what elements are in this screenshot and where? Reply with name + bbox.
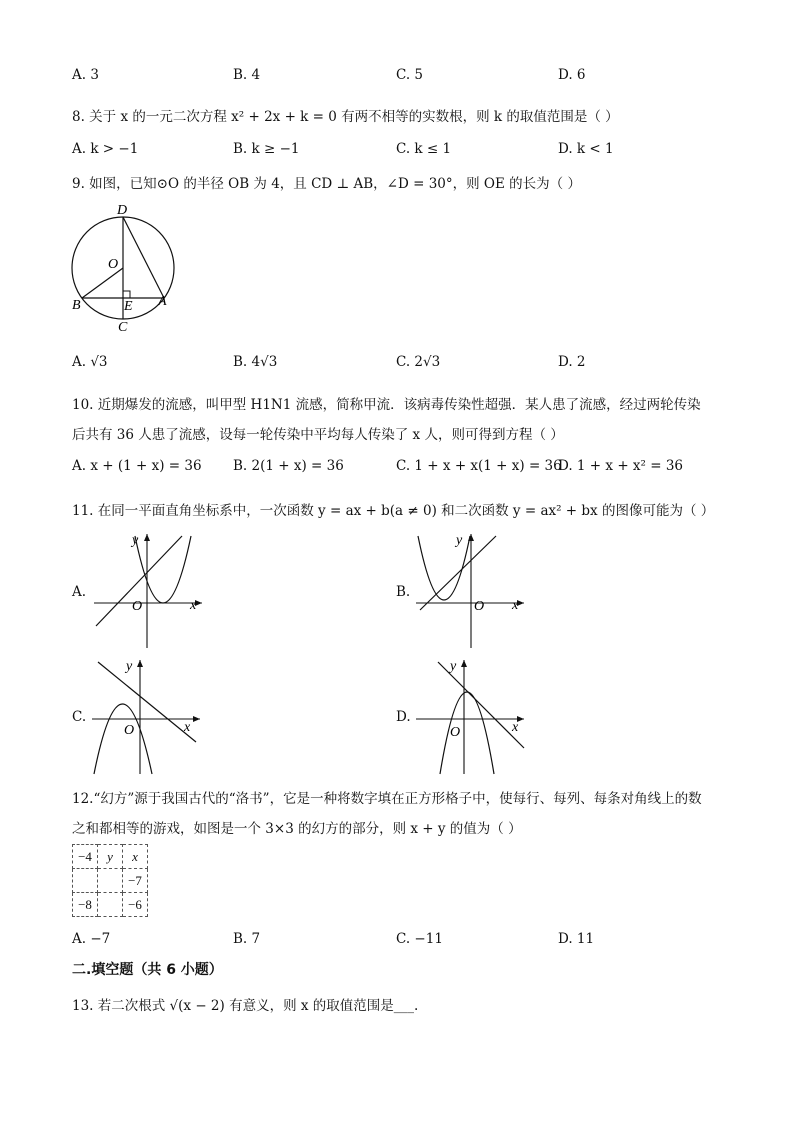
q8-option-d: D. k < 1 <box>558 141 614 157</box>
label-o: O <box>108 257 119 272</box>
svg-text:x: x <box>190 598 197 613</box>
label-d: D <box>117 203 128 218</box>
q11-option-b: B. <box>396 584 411 600</box>
svg-text:x: x <box>184 720 191 735</box>
q12-option-c: C. −11 <box>396 931 443 947</box>
q7-option-a: A. 3 <box>72 67 99 83</box>
q7-option-d: D. 6 <box>558 67 586 83</box>
svg-text:y: y <box>450 659 457 674</box>
q11-graph-d <box>414 656 534 778</box>
q11-stem: 11. 在同一平面直角坐标系中，一次函数 y = ax + b(a ≠ 0) 和二次函数 y = ax² + bx 的图像可能为（ ） <box>72 503 715 519</box>
grid-cell: −4 <box>73 845 98 869</box>
q10-option-a: A. x + (1 + x) = 36 <box>72 458 202 474</box>
grid-cell: x <box>123 845 148 869</box>
svg-text:y: y <box>126 659 133 674</box>
q10-stem-line1: 10. 近期爆发的流感，叫甲型 H1N1 流感，简称甲流．该病毒传染性超强．某人患了流感，经过两轮传染 <box>72 397 701 413</box>
q8-stem: 8. 关于 x 的一元二次方程 x² + 2x + k = 0 有两不相等的实数根，则 k 的取值范围是（ ） <box>72 109 619 125</box>
q11-option-a: A. <box>72 584 87 600</box>
q11-option-d: D. <box>396 709 411 725</box>
grid-cell <box>73 869 98 893</box>
q8-option-a: A. k > −1 <box>72 141 139 157</box>
magic-square-grid <box>72 844 148 917</box>
q12-option-b: B. 7 <box>233 931 261 947</box>
q9-option-d: D. 2 <box>558 354 586 370</box>
q9-stem: 9. 如图，已知⊙O 的半径 OB 为 4，且 CD ⊥ AB，∠D = 30°，则 OE 的长为（ ） <box>72 176 581 192</box>
q11-graph-b <box>414 530 534 652</box>
q8-option-c: C. k ≤ 1 <box>396 141 452 157</box>
grid-cell: −7 <box>123 869 148 893</box>
q12-stem-line2: 之和都相等的游戏，如图是一个 3×3 的幻方的部分，则 x + y 的值为（ ） <box>72 821 522 837</box>
q11-graph-c <box>90 656 210 778</box>
grid-cell: −8 <box>73 893 98 917</box>
q9-circle-figure <box>68 198 180 338</box>
q10-option-d: D. 1 + x + x² = 36 <box>558 458 684 474</box>
section-title: 二.填空题（共 6 小题） <box>72 962 223 978</box>
svg-text:O: O <box>132 599 143 614</box>
q9-option-b: B. 4√3 <box>233 354 278 370</box>
label-b: B <box>72 298 81 313</box>
svg-text:y: y <box>132 533 139 548</box>
q7-option-b: B. 4 <box>233 67 261 83</box>
q11-option-c: C. <box>72 709 87 725</box>
svg-text:y: y <box>456 533 463 548</box>
grid-cell: y <box>98 845 123 869</box>
q12-option-a: A. −7 <box>72 931 111 947</box>
q7-option-c: C. 5 <box>396 67 424 83</box>
svg-text:O: O <box>124 723 135 738</box>
svg-text:O: O <box>450 725 461 740</box>
q9-option-a: A. √3 <box>72 354 108 370</box>
svg-text:x: x <box>512 720 519 735</box>
label-c: C <box>118 320 128 335</box>
q12-stem-line1: 12.“幻方”源于我国古代的“洛书”，它是一种将数字填在正方形格子中，使每行、每列、每条对角线上的数 <box>72 791 702 807</box>
q10-option-b: B. 2(1 + x) = 36 <box>233 458 344 474</box>
grid-cell <box>98 893 123 917</box>
q8-option-b: B. k ≥ −1 <box>233 141 300 157</box>
q12-option-d: D. 11 <box>558 931 595 947</box>
grid-cell <box>98 869 123 893</box>
q9-option-c: C. 2√3 <box>396 354 441 370</box>
svg-text:x: x <box>512 598 519 613</box>
label-e: E <box>124 299 133 314</box>
q10-option-c: C. 1 + x + x(1 + x) = 36 <box>396 458 562 474</box>
q10-stem-line2: 后共有 36 人患了流感，设每一轮传染中平均每人传染了 x 人，则可得到方程（ ） <box>72 427 564 443</box>
label-a: A <box>158 294 167 309</box>
q13-stem: 13. 若二次根式 √(x − 2) 有意义，则 x 的取值范围是___. <box>72 998 419 1014</box>
grid-cell: −6 <box>123 893 148 917</box>
q11-graph-a <box>90 530 210 652</box>
svg-text:O: O <box>474 599 485 614</box>
